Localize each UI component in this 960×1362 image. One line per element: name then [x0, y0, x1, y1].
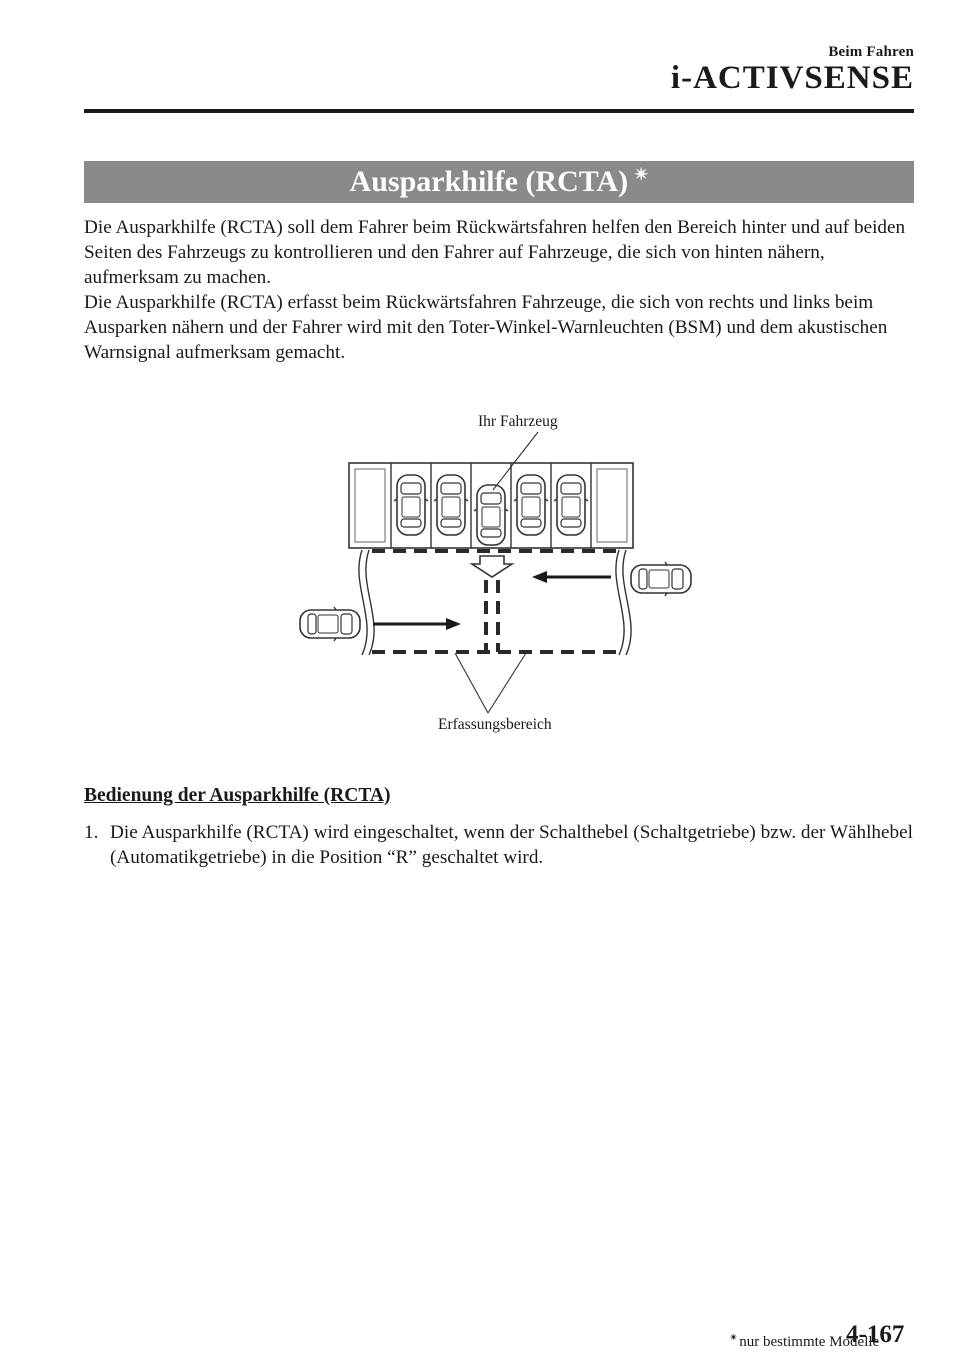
parked-car [514, 475, 548, 535]
approaching-vehicle-right [631, 562, 691, 596]
intro-paragraph-1: Die Ausparkhilfe (RCTA) soll dem Fahrer beim Rückwärtsfahren helfen den Bereich hinter und auf beiden Seiten des Fahrzeugs zu kontrollieren und den Fahrer auf Fahrzeuge, die sich von hinten nähern, aufmerksam zu machen. [84, 217, 906, 288]
reverse-arrow-icon [472, 556, 512, 577]
step-text: Die Ausparkhilfe (RCTA) wird eingeschaltet, wenn der Schalthebel (Schaltgetriebe) bzw. der Wählhebel (Automatikgetriebe) in die Position “R” geschaltet wird. [110, 822, 913, 868]
arrowhead-icon [532, 571, 547, 583]
page-number: 4-167 [846, 1321, 905, 1348]
intro-paragraph-2: Die Ausparkhilfe (RCTA) erfasst beim Rückwärtsfahren Fahrzeuge, die sich von rechts und links beim Ausparken nähern und der Fahrer wird mit den Toter-Winkel-Warnleuchten (BSM) und dem akustischen Warnsignal aufmerksam gemacht. [84, 292, 888, 363]
step-number: 1. [84, 822, 99, 843]
footnote-text: nur bestimmte Modelle [739, 1334, 880, 1350]
detection-area-label: Erfassungsbereich [438, 716, 552, 733]
approaching-vehicle-left [300, 607, 360, 641]
parked-car [554, 475, 588, 535]
callout-line-detection-area [488, 653, 526, 713]
callout-line-detection-area [455, 653, 488, 713]
section-title: i-ACTIVSENSE [670, 60, 914, 96]
chapter-title: Beim Fahren [828, 44, 914, 60]
optional-feature-marker: ✴ [634, 165, 649, 184]
instruction-step [84, 820, 914, 870]
own-vehicle [474, 485, 508, 545]
arrowhead-icon [446, 618, 461, 630]
section-subheading: Bedienung der Ausparkhilfe (RCTA) [84, 785, 391, 806]
parked-car [394, 475, 428, 535]
own-vehicle-label: Ihr Fahrzeug [478, 413, 558, 430]
page-title: Ausparkhilfe (RCTA) [349, 165, 629, 198]
parked-car [434, 475, 468, 535]
optional-feature-marker: ✴ [729, 1332, 739, 1344]
